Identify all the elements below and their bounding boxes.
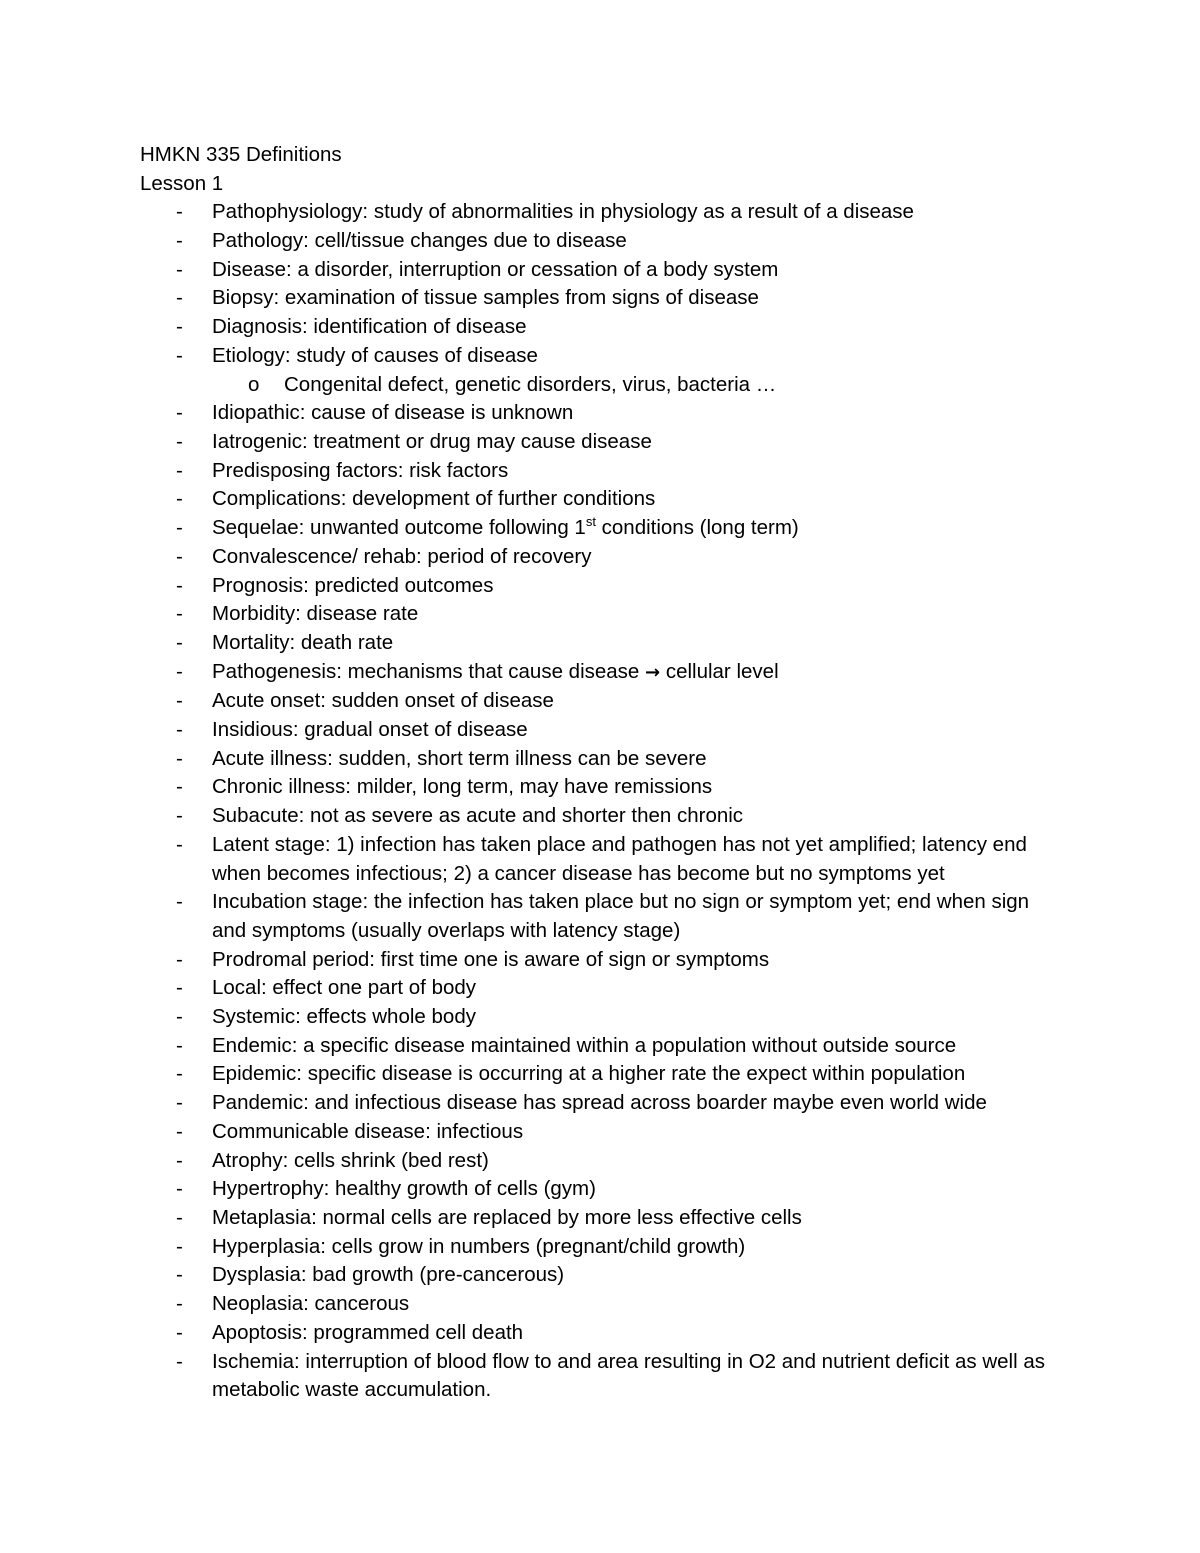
list-item: - Ischemia: interruption of blood flow to and area resulting in O2 and nutrient deficit as well as metabolic waste accumulation. (140, 1348, 1060, 1405)
list-item: - Epidemic: specific disease is occurring at a higher rate the expect within population (140, 1060, 1060, 1089)
sub-list-item: o Congenital defect, genetic disorders, virus, bacteria … (212, 371, 1060, 400)
superscript: st (585, 514, 596, 530)
list-item: - Pandemic: and infectious disease has spread across boarder maybe even world wide (140, 1089, 1060, 1118)
document-page (140, 141, 1060, 1405)
sub-list (212, 371, 1060, 400)
list-item: - Hyperplasia: cells grow in numbers (pregnant/child growth) (140, 1233, 1060, 1262)
list-item: - Pathophysiology: study of abnormalities in physiology as a result of a disease (140, 198, 1060, 227)
list-item: - Complications: development of further conditions (140, 485, 1060, 514)
list-item: - Communicable disease: infectious (140, 1118, 1060, 1147)
sequelae-text: Sequelae: unwanted outcome following 1 (212, 516, 586, 540)
list-item: - Hypertrophy: healthy growth of cells (gym) (140, 1175, 1060, 1204)
list-item: - Predisposing factors: risk factors (140, 457, 1060, 486)
list-item: - Insidious: gradual onset of disease (140, 716, 1060, 745)
list-item: - Idiopathic: cause of disease is unknown (140, 399, 1060, 428)
list-item: - Metaplasia: normal cells are replaced by more less effective cells (140, 1204, 1060, 1233)
list-item: - Neoplasia: cancerous (140, 1290, 1060, 1319)
list-item: - Prodromal period: first time one is aware of sign or symptoms (140, 946, 1060, 975)
lesson-heading: Lesson 1 (140, 171, 224, 195)
list-item: - Systemic: effects whole body (140, 1003, 1060, 1032)
list-item: - Incubation stage: the infection has taken place but no sign or symptom yet; end when sign and symptoms (usually overlaps with latency stage) (140, 888, 1060, 945)
list-item: - Pathology: cell/tissue changes due to disease (140, 227, 1060, 256)
list-item: - Mortality: death rate (140, 629, 1060, 658)
list-item: - Dysplasia: bad growth (pre-cancerous) (140, 1261, 1060, 1290)
list-item: - Apoptosis: programmed cell death (140, 1319, 1060, 1348)
list-item: - Disease: a disorder, interruption or cessation of a body system (140, 256, 1060, 285)
list-item-etiology (140, 342, 1060, 399)
list-item: - Prognosis: predicted outcomes (140, 572, 1060, 601)
list-item-text: Etiology: study of causes of disease (212, 343, 538, 367)
list-item: - Acute onset: sudden onset of disease (140, 687, 1060, 716)
list-item: - Biopsy: examination of tissue samples from signs of disease (140, 284, 1060, 313)
list-item-sequelae (140, 514, 1060, 543)
list-item: - Chronic illness: milder, long term, may have remissions (140, 773, 1060, 802)
pathogenesis-text: Pathogenesis: mechanisms that cause disease (212, 659, 646, 683)
pathogenesis-text-end: cellular level (660, 659, 779, 683)
list-item: - Endemic: a specific disease maintained within a population without outside source (140, 1032, 1060, 1061)
list-item: - Convalescence/ rehab: period of recovery (140, 543, 1060, 572)
list-item: - Diagnosis: identification of disease (140, 313, 1060, 342)
definitions-list (140, 198, 1060, 1405)
list-item-pathogenesis (140, 658, 1060, 688)
arrow-right-icon: → (645, 661, 661, 683)
list-item: - Subacute: not as severe as acute and shorter then chronic (140, 802, 1060, 831)
list-item: - Morbidity: disease rate (140, 600, 1060, 629)
list-item: - Acute illness: sudden, short term illness can be severe (140, 745, 1060, 774)
sequelae-text-end: conditions (long term) (595, 516, 799, 540)
document-title: HMKN 335 Definitions (140, 143, 342, 166)
list-item: - Iatrogenic: treatment or drug may cause disease (140, 428, 1060, 457)
list-item: - Latent stage: 1) infection has taken place and pathogen has not yet amplified; latency end when becomes infectious; 2) a cancer disease has become but no symptoms yet (140, 831, 1060, 888)
list-item: - Atrophy: cells shrink (bed rest) (140, 1147, 1060, 1176)
list-item: - Local: effect one part of body (140, 974, 1060, 1003)
